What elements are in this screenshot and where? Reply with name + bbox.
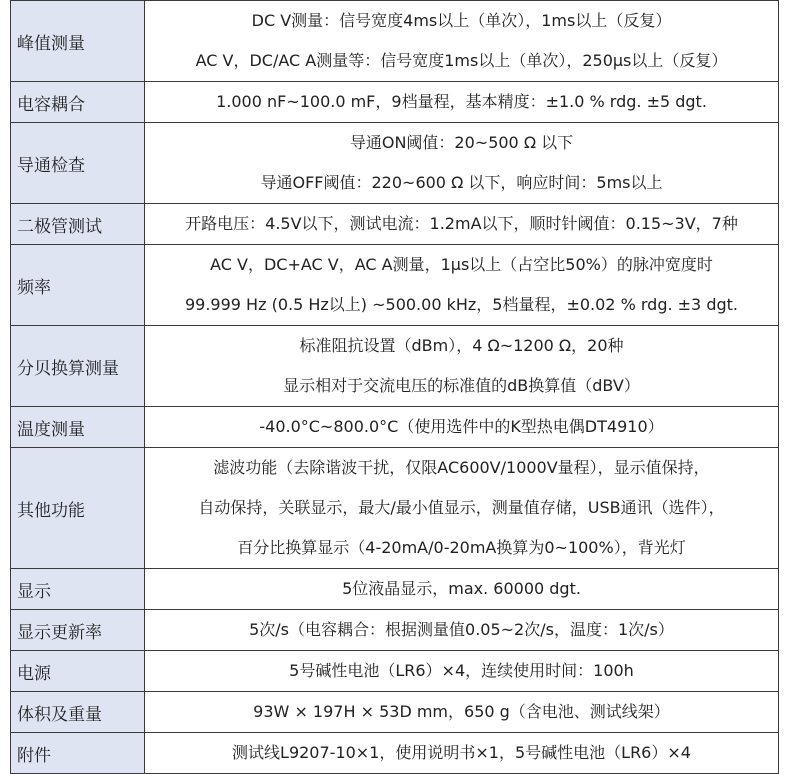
spec-value [145, 651, 779, 692]
spec-value-line: 1.000 nF~100.0 mF，9档量程，基本精度：±1.0 % rdg. ±5 dgt. [216, 92, 707, 111]
spec-label: 温度测量 [11, 407, 145, 448]
spec-value-line: 显示相对于交流电压的标准值的dB换算值（dBV） [283, 376, 640, 395]
spec-value-line: 导通ON阈值：20~500 Ω 以下 [349, 133, 574, 152]
spec-label: 频率 [11, 245, 145, 326]
spec-value [145, 569, 779, 610]
spec-row [11, 123, 779, 204]
spec-label: 二极管测试 [11, 204, 145, 245]
spec-label: 其他功能 [11, 448, 145, 569]
spec-table-body [11, 1, 779, 774]
spec-label: 导通检查 [11, 123, 145, 204]
spec-row [11, 692, 779, 733]
spec-row [11, 569, 779, 610]
spec-value-line: 导通OFF阈值：220~600 Ω 以下，响应时间：5ms以上 [260, 173, 663, 192]
spec-value [145, 204, 779, 245]
spec-value [145, 733, 779, 774]
spec-table [10, 0, 779, 774]
spec-value-line: 开路电压：4.5V以下，测试电流：1.2mA以下，顺时针阈值：0.15~3V，7种 [185, 214, 738, 233]
spec-value [145, 245, 779, 326]
spec-value-line: 5次/s（电容耦合：根据测量值0.05~2次/s，温度：1次/s） [249, 620, 674, 639]
spec-row [11, 651, 779, 692]
spec-row [11, 82, 779, 123]
spec-value [145, 82, 779, 123]
spec-value-line: 5位液晶显示，max. 60000 dgt. [342, 579, 581, 598]
spec-value-line: 标准阻抗设置（dBm），4 Ω~1200 Ω，20种 [299, 336, 624, 355]
spec-label: 峰值测量 [11, 1, 145, 82]
spec-value-line: 5号碱性电池（LR6）×4，连续使用时间：100h [289, 661, 634, 680]
spec-value [145, 610, 779, 651]
spec-row [11, 407, 779, 448]
spec-label: 电源 [11, 651, 145, 692]
spec-value-line: -40.0°C~800.0°C（使用选件中的K型热电偶DT4910） [259, 417, 664, 436]
spec-value-line: 测试线L9207-10×1，使用说明书×1，5号碱性电池（LR6）×4 [232, 743, 691, 762]
spec-value-line: 99.999 Hz (0.5 Hz以上) ~500.00 kHz，5档量程，±0.02 % rdg. ±3 dgt. [184, 295, 738, 314]
spec-label: 附件 [11, 733, 145, 774]
spec-label: 电容耦合 [11, 82, 145, 123]
spec-value-line: 93W × 197H × 53D mm，650 g（含电池、测试线架） [253, 702, 670, 721]
spec-value [145, 326, 779, 407]
spec-value-line: 百分比换算显示（4-20mA/0-20mA换算为0~100%），背光灯 [237, 538, 686, 557]
spec-value-line: AC V，DC/AC A测量等：信号宽度1ms以上（单次），250μs以上（反复） [195, 51, 728, 70]
spec-row [11, 326, 779, 407]
spec-value-line: 自动保持，关联显示，最大/最小值显示，测量值存储，USB通讯（选件）， [198, 498, 725, 517]
spec-value-line: DC V测量：信号宽度4ms以上（单次），1ms以上（反复） [251, 11, 672, 30]
spec-value-line: 滤波功能（去除谐波干扰，仅限AC600V/1000V量程），显示值保持， [213, 458, 710, 477]
spec-row [11, 245, 779, 326]
spec-row [11, 1, 779, 82]
spec-label: 显示 [11, 569, 145, 610]
spec-row [11, 610, 779, 651]
spec-label: 分贝换算测量 [11, 326, 145, 407]
spec-value-line: AC V，DC+AC V，AC A测量，1μs以上（占空比50%）的脉冲宽度时 [210, 255, 713, 274]
spec-row [11, 448, 779, 569]
spec-value [145, 692, 779, 733]
spec-label: 显示更新率 [11, 610, 145, 651]
spec-row [11, 204, 779, 245]
spec-value [145, 1, 779, 82]
spec-value [145, 407, 779, 448]
spec-label: 体积及重量 [11, 692, 145, 733]
spec-value [145, 448, 779, 569]
spec-row [11, 733, 779, 774]
spec-value [145, 123, 779, 204]
